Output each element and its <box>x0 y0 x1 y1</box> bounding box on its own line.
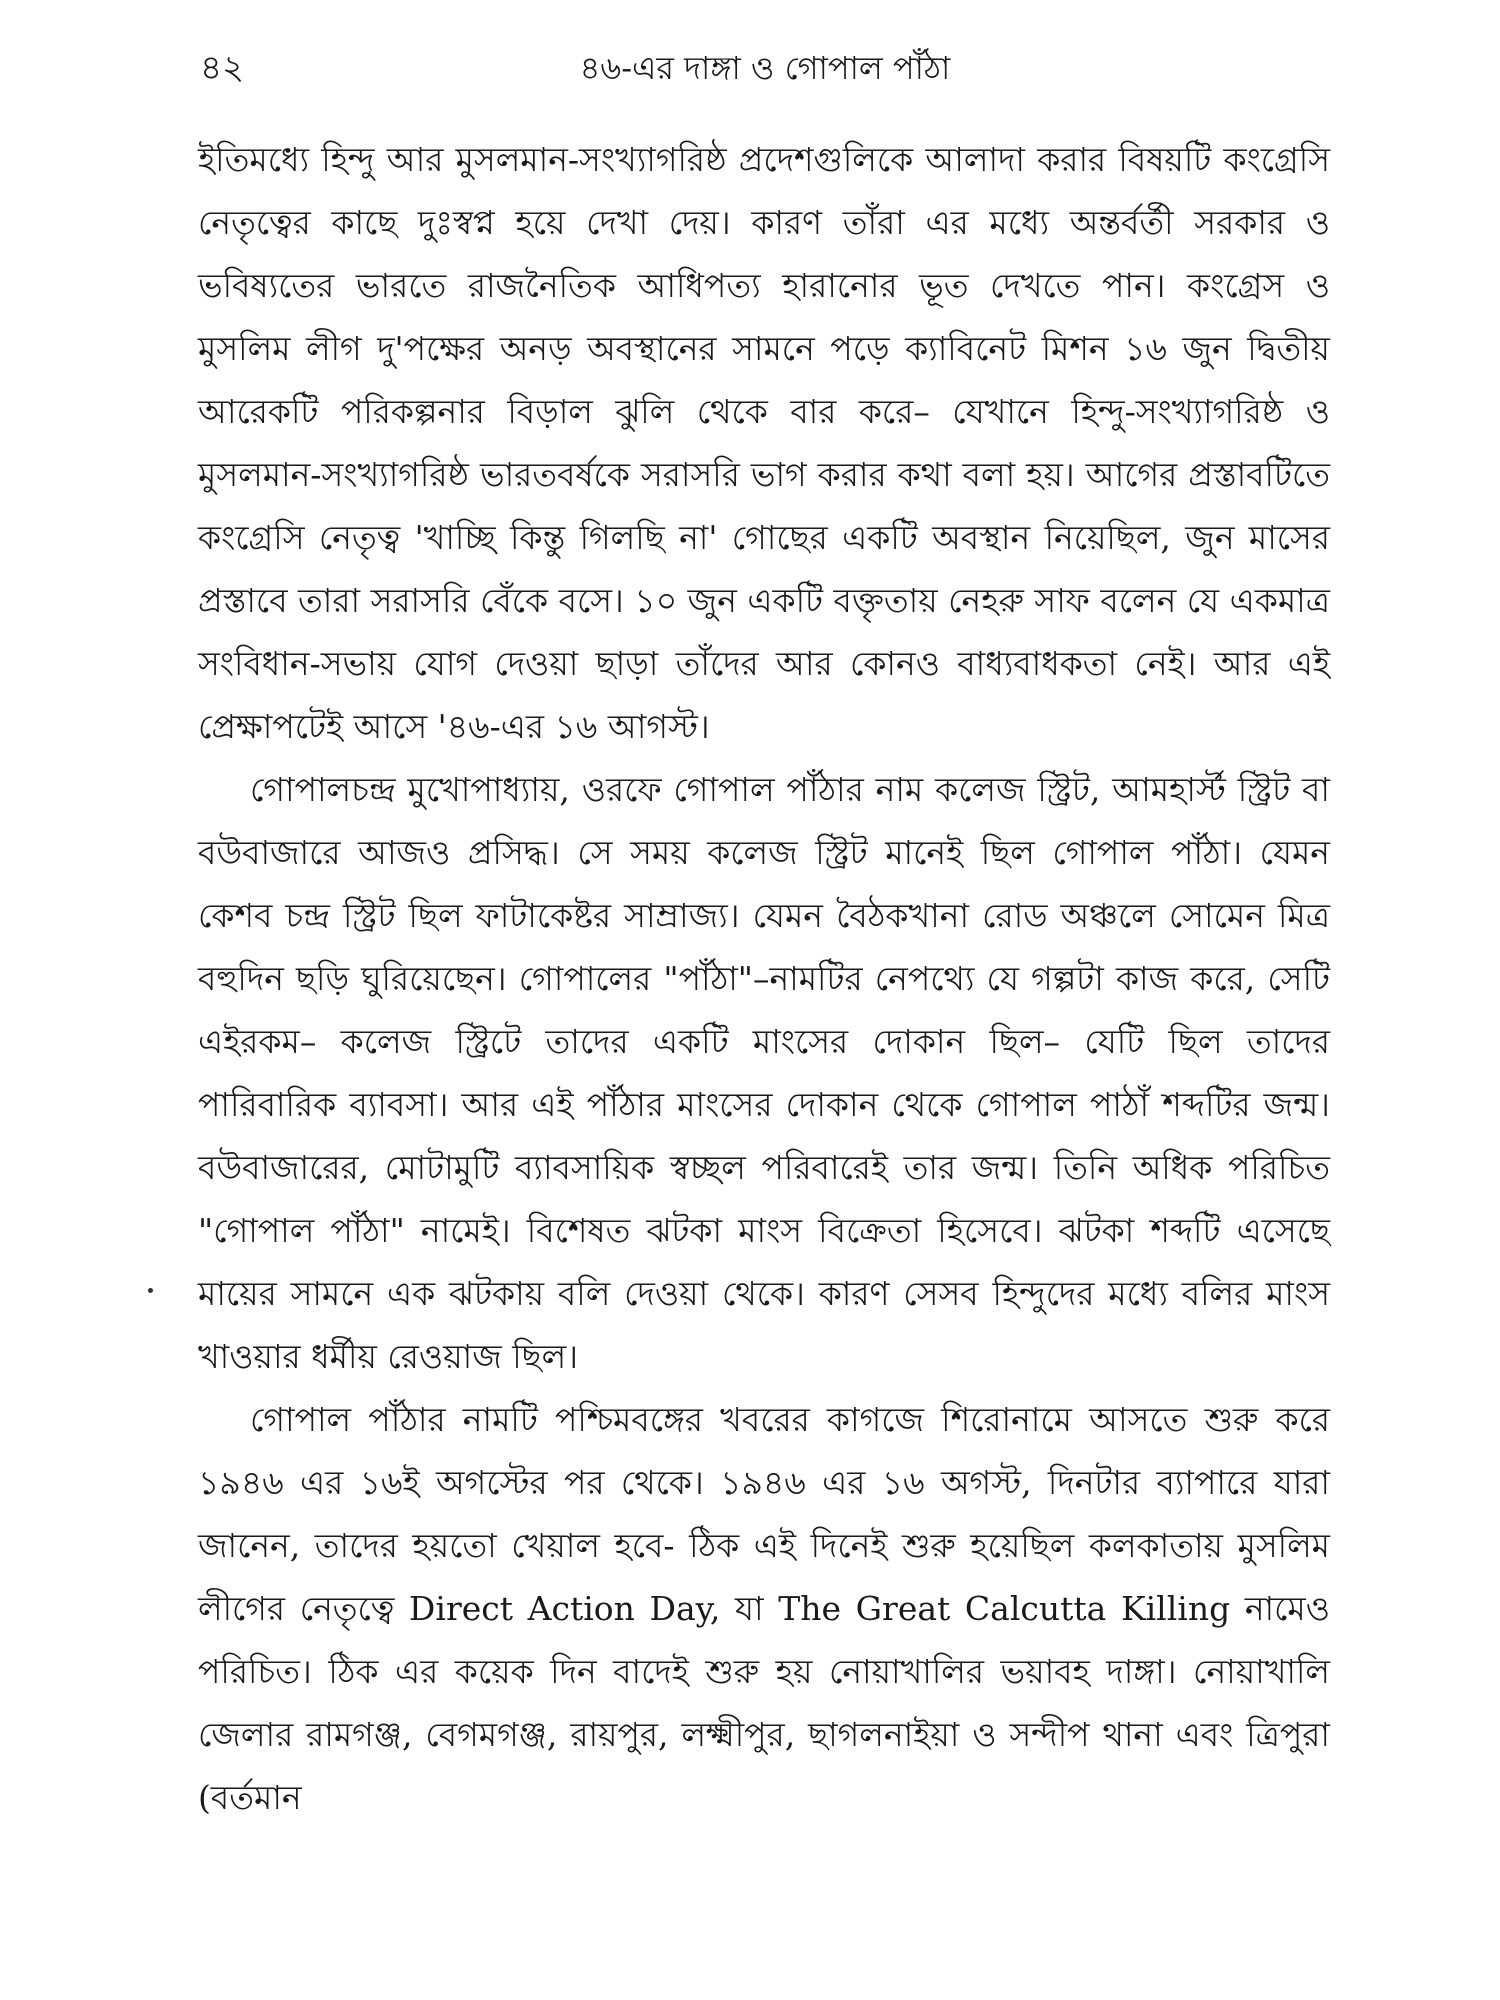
page-number: ৪২ <box>200 48 245 88</box>
body-text <box>198 128 1330 1829</box>
running-header <box>200 38 1330 98</box>
paragraph-1: ইতিমধ্যে হিন্দু আর মুসলমান-সংখ্যাগরিষ্ঠ প্রদেশগুলিকে আলাদা করার বিষয়টি কংগ্রেসি নেতৃত্বের কাছে দুঃস্বপ্ন হয়ে দেখা দেয়। কারণ তাঁরা এর মধ্যে অন্তর্বর্তী সরকার ও ভবিষ্যতের ভারতে রাজনৈতিক আধিপত্য হারানোর ভূত দেখতে পান। কংগ্রেস ও মুসলিম লীগ দু'পক্ষের অনড় অবস্থানের সামনে পড়ে ক্যাবিনেট মিশন ১৬ জুন দ্বিতীয় আরেকটি পরিকল্পনার বিড়াল ঝুলি থেকে বার করে– যেখানে হিন্দু-সংখ্যাগরিষ্ঠ ও মুসলমান-সংখ্যাগরিষ্ঠ ভারতবর্ষকে সরাসরি ভাগ করার কথা বলা হয়। আগের প্রস্তাবটিতে কংগ্রেসি নেতৃত্ব 'খাচ্ছি কিন্তু গিলছি না' গোছের একটি অবস্থান নিয়েছিল, জুন মাসের প্রস্তাবে তারা সরাসরি বেঁকে বসে। ১০ জুন একটি বক্তৃতায় নেহরু সাফ বলেন যে একমাত্র সংবিধান-সভায় যোগ দেওয়া ছাড়া তাঁদের আর কোনও বাধ্যবাধকতা নেই। আর এই প্রেক্ষাপটেই আসে '৪৬-এর ১৬ আগস্ট। <box>198 140 1330 746</box>
paragraph-2: গোপালচন্দ্র মুখোপাধ্যায়, ওরফে গোপাল পাঁঠার নাম কলেজ স্ট্রিট, আমহার্স্ট স্ট্রিট বা বউবাজারে আজও প্রসিদ্ধ। সে সময় কলেজ স্ট্রিট মানেই ছিল গোপাল পাঁঠা। যেমন কেশব চন্দ্র স্ট্রিট ছিল ফাটাকেষ্টর সাম্রাজ্য। যেমন বৈঠকখানা রোড অঞ্চলে সোমেন মিত্র বহুদিন ছড়ি ঘুরিয়েছেন। গোপালের "পাঁঠা"–নামটির নেপথ্যে যে গল্পটা কাজ করে, সেটি এইরকম– কলেজ স্ট্রিটে তাদের একটি মাংসের দোকান ছিল– যেটি ছিল তাদের পারিবারিক ব্যাবসা। আর এই পাঁঠার মাংসের দোকান থেকে গোপাল পাঠাঁ শব্দটির জন্ম। বউবাজারের, মোটামুটি ব্যাবসায়িক স্বচ্ছল পরিবারেই তার জন্ম। তিনি অধিক পরিচিত "গোপাল পাঁঠা" নামেই। বিশেষত ঝটকা মাংস বিক্রেতা হিসেবে। ঝটকা শব্দটি এসেছে মায়ের সামনে এক ঝটকায় বলি দেওয়া থেকে। কারণ সেসব হিন্দুদের মধ্যে বলির মাংস খাওয়ার ধর্মীয় রেওয়াজ ছিল। <box>198 770 1330 1376</box>
paragraph-3: গোপাল পাঁঠার নামটি পশ্চিমবঙ্গের খবরের কাগজে শিরোনামে আসতে শুরু করে ১৯৪৬ এর ১৬ই অগস্টের পর থেকে। ১৯৪৬ এর ১৬ অগস্ট, দিনটার ব্যাপারে যারা জানেন, তাদের হয়তো খেয়াল হবে- ঠিক এই দিনেই শুরু হয়েছিল কলকাতায় মুসলিম লীগের নেতৃত্বে Direct Action Day, যা The Great Calcutta Killing নামেও পরিচিত। ঠিক এর কয়েক দিন বাদেই শুরু হয় নোয়াখালির ভয়াবহ দাঙ্গা। নোয়াখালি জেলার রামগঞ্জ, বেগমগঞ্জ, রায়পুর, লক্ষ্মীপুর, ছাগলনাইয়া ও সন্দীপ থানা এবং ত্রিপুরা (বর্তমান <box>198 1400 1330 1817</box>
margin-dot <box>148 1288 153 1293</box>
book-title: ৪৬-এর দাঙ্গা ও গোপাল পাঁঠা <box>579 49 951 87</box>
